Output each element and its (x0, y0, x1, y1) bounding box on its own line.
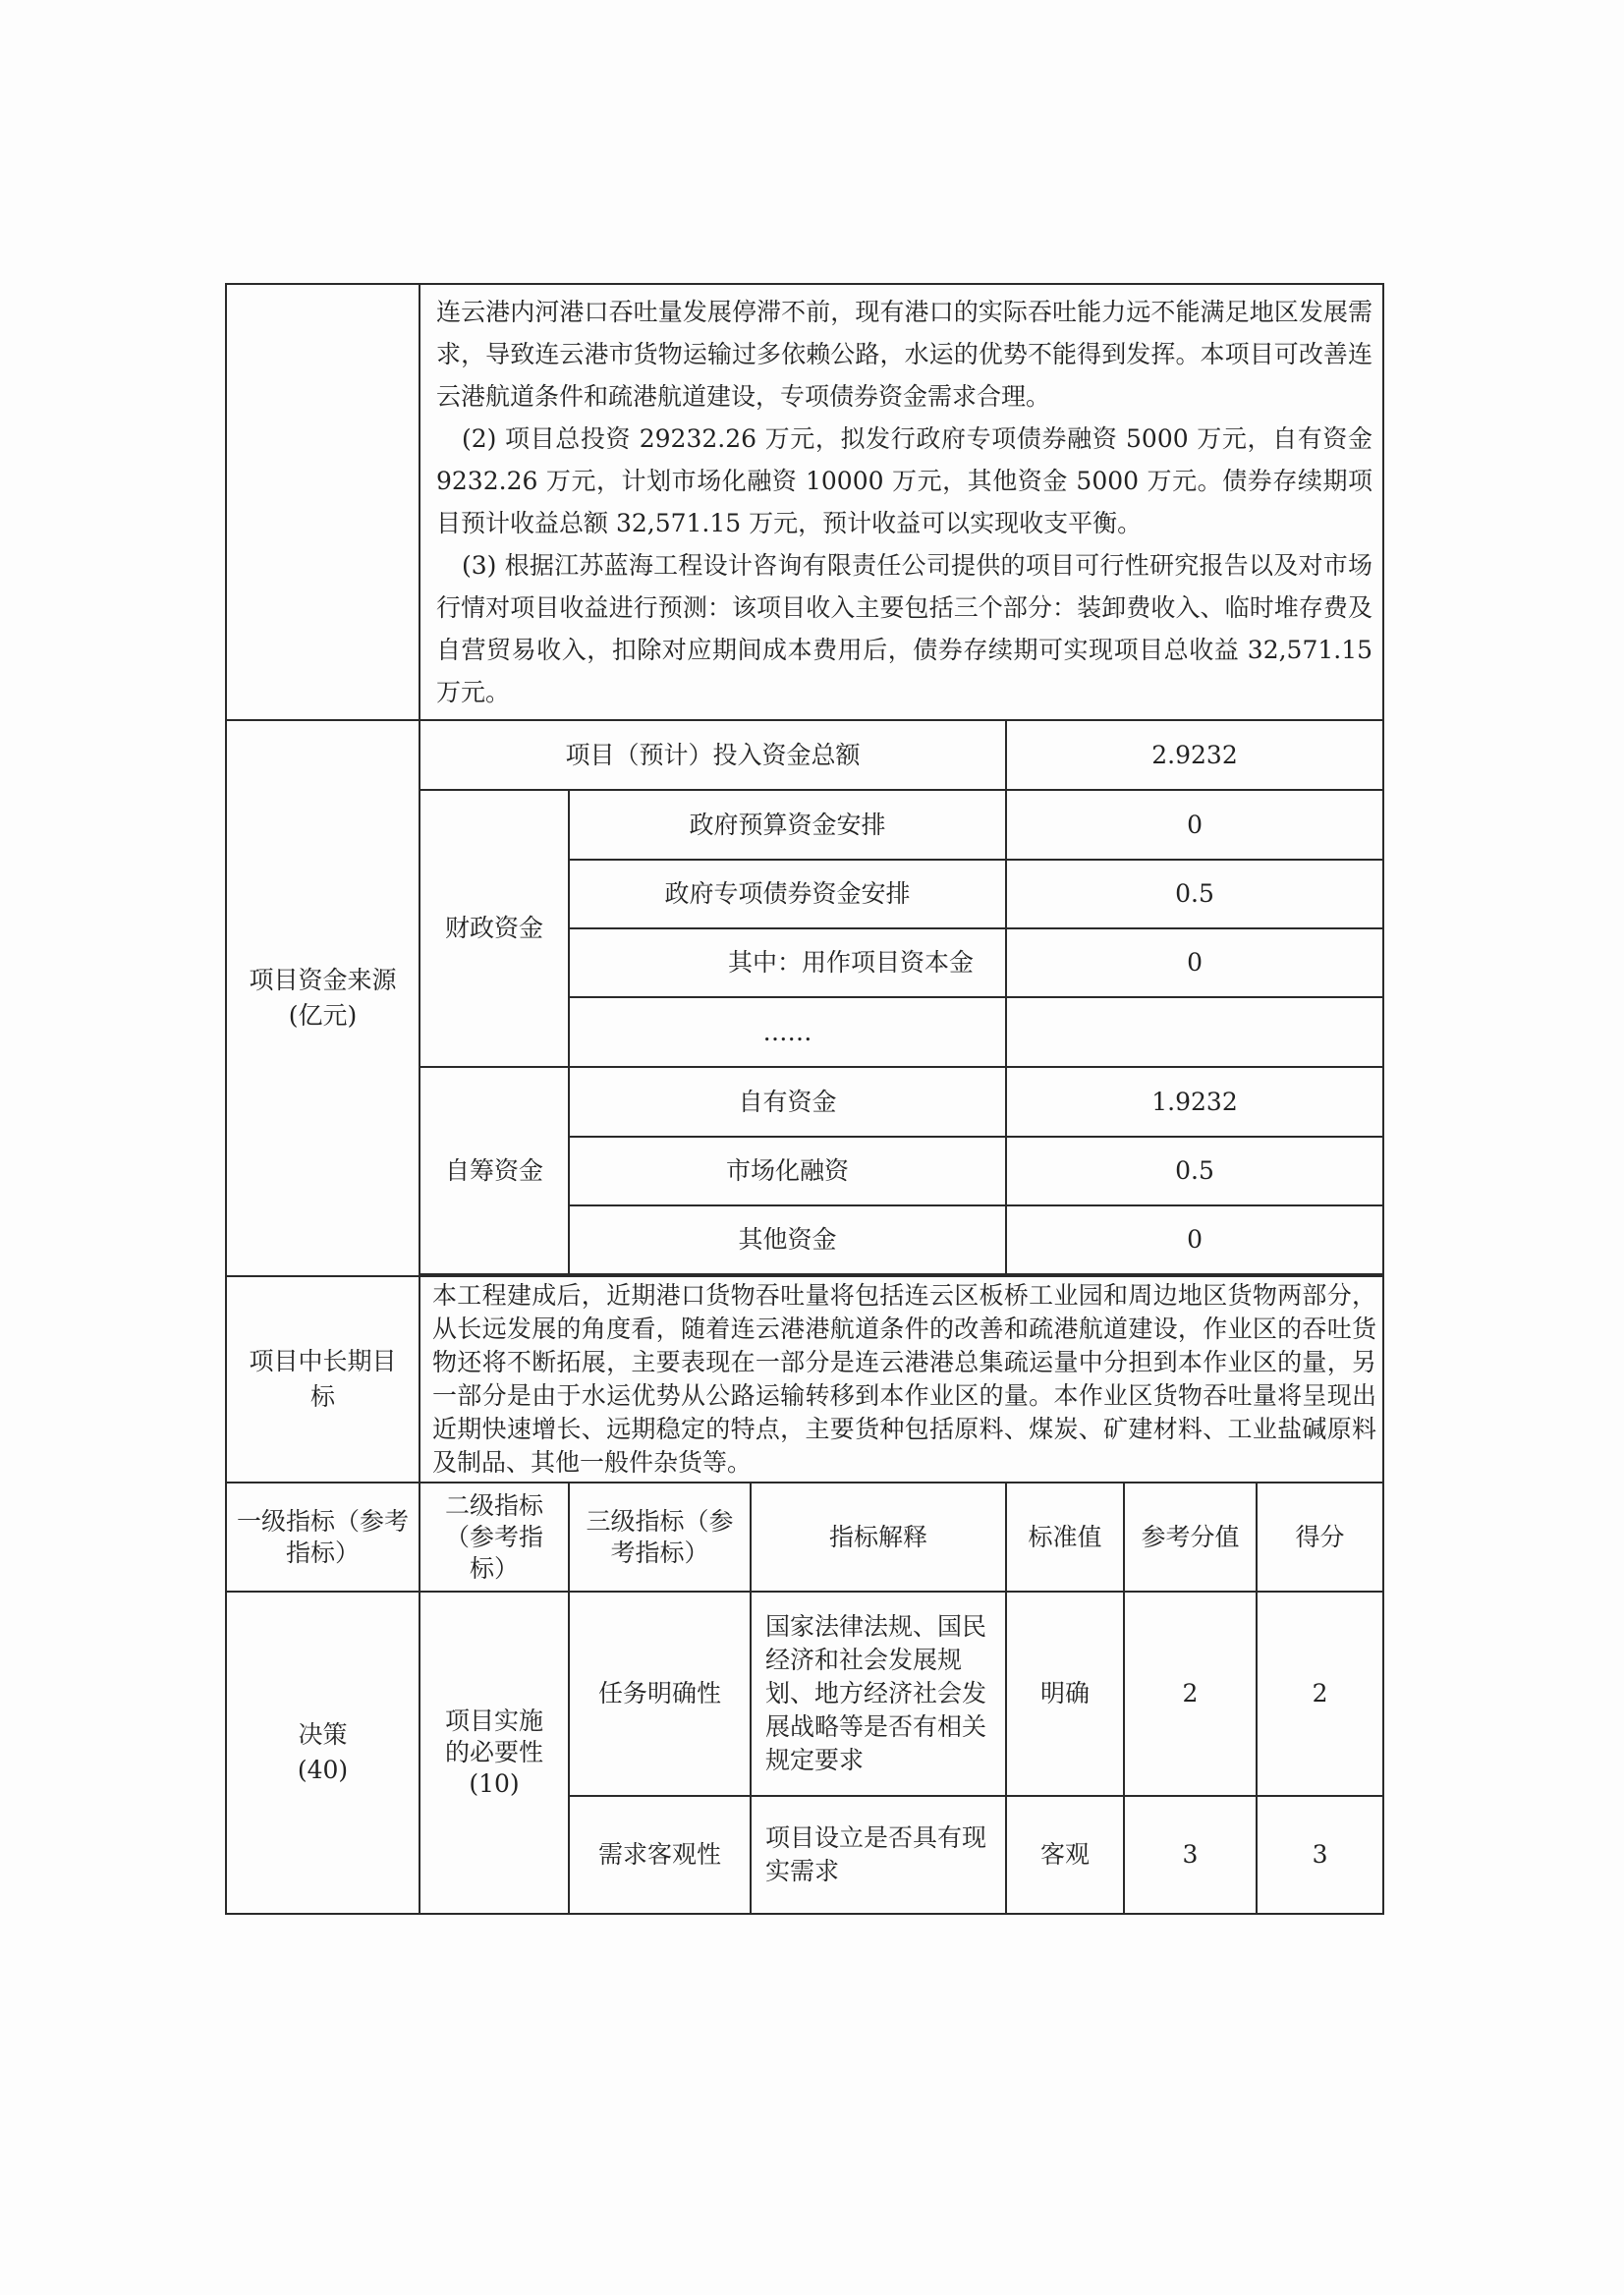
funding-item-value (1006, 997, 1383, 1067)
goal-label (226, 1276, 420, 1483)
header-level3-line1: 三级指标（参 (586, 1506, 734, 1536)
funding-item-value: 0.5 (1006, 860, 1383, 928)
header-level1 (226, 1483, 420, 1592)
indicator-level1 (226, 1592, 420, 1914)
header-level1-line1: 一级指标（参考 (236, 1506, 409, 1536)
indicator-score: 3 (1257, 1796, 1383, 1914)
header-ref-score: 参考分值 (1124, 1483, 1257, 1592)
header-explain: 指标解释 (751, 1483, 1006, 1592)
background-row (226, 284, 1383, 720)
funding-item-value: 0 (1006, 928, 1383, 997)
funding-section-label-line1: 项目资金来源 (249, 966, 397, 994)
indicator-row (226, 1592, 1383, 1796)
goal-label-line1: 项目中长期目 (249, 1347, 397, 1375)
indicator-level2-line1: 项目实施 (444, 1707, 543, 1735)
header-level2-line3: 标） (469, 1553, 519, 1583)
funding-item-value: 0 (1006, 790, 1383, 860)
indicator-explain: 国家法律法规、国民经济和社会发展规划、地方经济社会发展战略等是否有相关规定要求 (751, 1592, 1006, 1796)
indicator-level2-line2: 的必要性 (444, 1738, 543, 1766)
background-text-cell (420, 284, 1398, 720)
header-score: 得分 (1257, 1483, 1383, 1592)
header-standard: 标准值 (1006, 1483, 1124, 1592)
funding-item-label: 政府专项债券资金安排 (569, 860, 1006, 928)
funding-item-value: 0 (1006, 1205, 1383, 1274)
indicator-level1-line2: (40) (297, 1756, 349, 1784)
indicator-standard: 客观 (1006, 1796, 1124, 1914)
background-paragraph: (2) 项目总投资 29232.26 万元，拟发行政府专项债券融资 5000 万元，自有资金 9232.26 万元，计划市场化融资 10000 万元，其他资金 5000 万元。债券存续期项目预计收益总额 32,571.15 万元，预计收益可以实现收支平衡。 (436, 424, 1373, 537)
fiscal-funds-label: 财政资金 (420, 790, 569, 1067)
funding-item-label: …… (569, 997, 1006, 1067)
background-label-cell (226, 284, 420, 720)
indicator-standard: 明确 (1006, 1592, 1124, 1796)
funding-item-value: 0.5 (1006, 1137, 1383, 1205)
header-level3-line2: 考指标） (610, 1538, 709, 1567)
funding-total-label: 项目（预计）投入资金总额 (420, 720, 1006, 790)
funding-total-row (226, 720, 1383, 790)
goal-text: 本工程建成后，近期港口货物吞吐量将包括连云区板桥工业园和周边地区货物两部分，从长远发展的角度看，随着连云港港航道条件的改善和疏港航道建设，作业区的吞吐货物还将不断拓展，主要表现在一部分是连云港港总集疏运量中分担到本作业区的量，另一部分是由于水运优势从公路运输转移到本作业区的量。本作业区货物吞吐量将呈现出近期快速增长、远期稳定的特点，主要货种包括原料、煤炭、矿建材料、工业盐碱原料及制品、其他一般件杂货等。 (420, 1276, 1383, 1483)
funding-item-label: 市场化融资 (569, 1137, 1006, 1205)
indicator-score: 2 (1257, 1592, 1383, 1796)
funding-item-label: 自有资金 (569, 1067, 1006, 1137)
funding-item-label: 政府预算资金安排 (569, 790, 1006, 860)
funding-section-label (226, 720, 420, 1276)
funding-section-label-line2: (亿元) (288, 1001, 358, 1030)
indicator-level2 (420, 1592, 569, 1914)
performance-table (225, 283, 1398, 1915)
background-paragraph: 连云港内河港口吞吐量发展停滞不前，现有港口的实际吞吐能力远不能满足地区发展需求，导致连云港市货物运输过多依赖公路，水运的优势不能得到发挥。本项目可改善连云港航道条件和疏港航道建设，专项债券资金需求合理。 (436, 298, 1373, 411)
indicator-ref-score: 2 (1124, 1592, 1257, 1796)
indicator-explain: 项目设立是否具有现实需求 (751, 1796, 1006, 1914)
indicator-level1-line1: 决策 (298, 1720, 348, 1749)
goal-label-line2: 标 (309, 1382, 335, 1411)
goal-row (226, 1276, 1383, 1483)
header-level1-line2: 指标） (285, 1538, 360, 1567)
background-paragraph: (3) 根据江苏蓝海工程设计咨询有限责任公司提供的项目可行性研究报告以及对市场行情对项目收益进行预测：该项目收入主要包括三个部分：装卸费收入、临时堆存费及自营贸易收入，扣除对应期间成本费用后，债券存续期可实现项目总收益 32,571.15 万元。 (436, 551, 1398, 706)
header-level2 (420, 1483, 569, 1592)
indicator-ref-score: 3 (1124, 1796, 1257, 1914)
header-level3 (569, 1483, 751, 1592)
funding-item-label: 其他资金 (569, 1205, 1006, 1274)
funding-item-label: 其中：用作项目资本金 (569, 928, 1006, 997)
funding-total-value: 2.9232 (1006, 720, 1383, 790)
header-level2-line1: 二级指标 (444, 1490, 543, 1520)
indicator-level3: 任务明确性 (569, 1592, 751, 1796)
indicator-level3: 需求客观性 (569, 1796, 751, 1914)
self-funds-label: 自筹资金 (420, 1067, 569, 1274)
header-level2-line2: （参考指 (444, 1522, 543, 1551)
indicator-header-row (226, 1483, 1383, 1592)
indicator-level2-line3: (10) (469, 1769, 520, 1798)
funding-item-value: 1.9232 (1006, 1067, 1383, 1137)
